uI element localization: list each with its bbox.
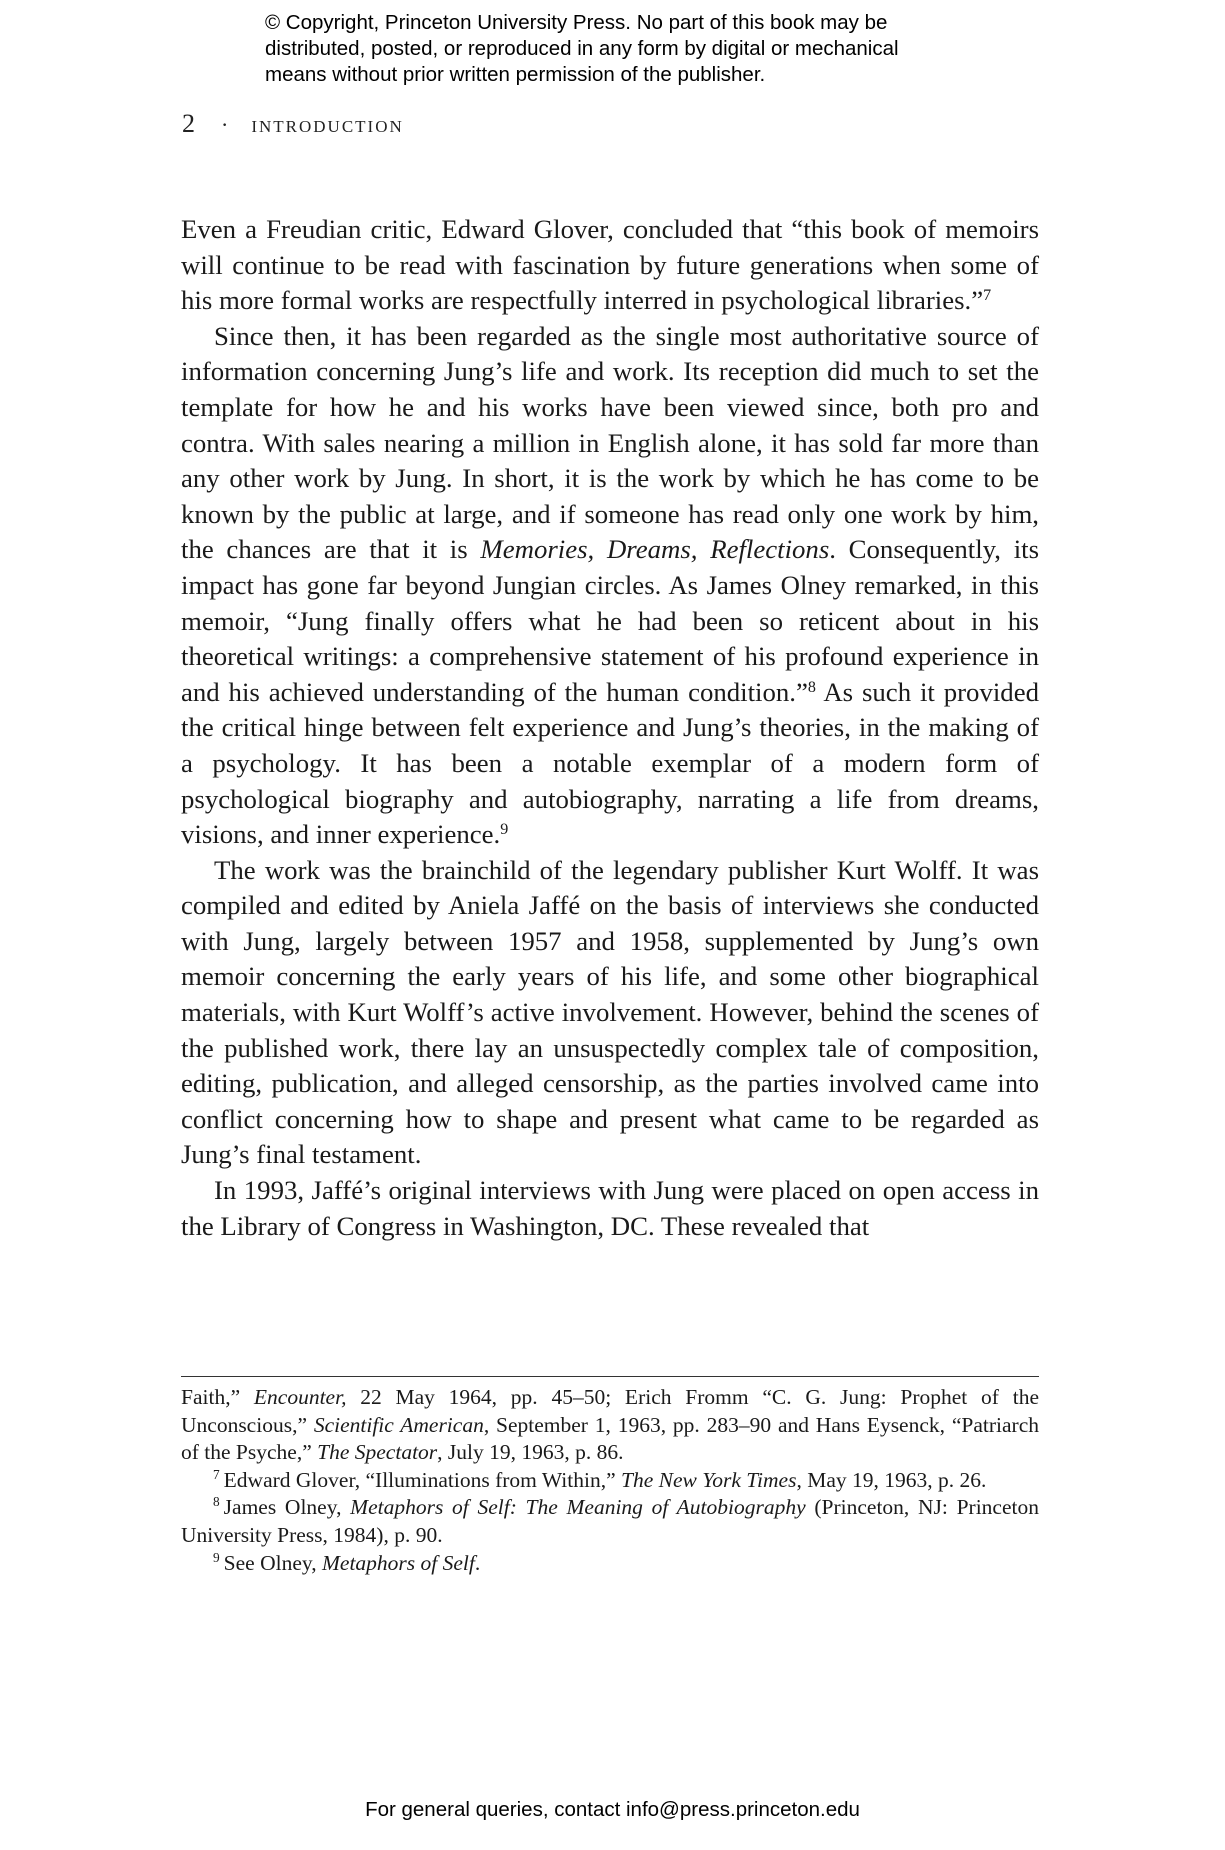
- footnote-7: [181, 1467, 1039, 1495]
- copyright-line: distributed, posted, or reproduced in any form by digital or mechanical: [265, 37, 899, 60]
- text-run: , May 19, 1963, p. 26.: [796, 1467, 987, 1492]
- italic-title: Encounter,: [253, 1385, 347, 1409]
- italic-title: Scientific American: [313, 1412, 484, 1437]
- italic-title: Metaphors of Self: The Meaning of Autobiography: [350, 1495, 806, 1520]
- italic-title: The Spectator: [317, 1440, 438, 1465]
- contact-footer: For general queries, contact info@press.princeton.edu: [365, 1798, 860, 1821]
- copyright-notice: [265, 10, 985, 88]
- footnote-ref: 9: [500, 821, 509, 839]
- body-text: [181, 212, 1039, 1244]
- footnotes: [181, 1384, 1039, 1577]
- footnote-9: [181, 1550, 1039, 1578]
- footnote-8: [181, 1494, 1039, 1549]
- paragraph: [181, 212, 1039, 319]
- text-run: In 1993, Jaffé’s original interviews with Jung were placed on open access in the Library of Congress in Washington, DC. These revealed that: [181, 1175, 1039, 1241]
- text-run: The work was the brainchild of the legendary publisher Kurt Wolff. It was compiled and edited by Aniela Jaffé on the basis of interviews she conducted with Jung, largely between 1957 and 1958, supplemented by Jung’s own memoir concerning the early years of his life, and some other biographical materials, with Kurt Wolff’s active involvement. However, behind the scenes of the published work, there lay an unsuspectedly complex tale of composition, editing, publication, and alleged censorship, as the parties involved came into conflict concerning how to shape and present what came to be regarded as Jung’s final testament.: [181, 854, 1039, 1170]
- footnote-number: 8: [213, 1494, 220, 1510]
- footnote-ref: 8: [807, 678, 816, 696]
- running-head-separator: ·: [221, 112, 230, 137]
- book-title: Memories, Dreams, Reflections: [480, 534, 830, 565]
- text-run: .: [474, 1550, 481, 1575]
- text-run: , September 1, 1963, pp. 283–90 and Hans Eysenck, “Patriarch of the Psyche,”: [181, 1412, 1039, 1465]
- footnote-rule: [181, 1376, 1039, 1377]
- footnote-continued: [181, 1384, 1039, 1467]
- text-run: James Olney,: [223, 1495, 351, 1520]
- text-run: , July 19, 1963, p. 86.: [437, 1440, 624, 1465]
- text-run: 22 May 1964, pp. 45–50; Erich Fromm “C. G. Jung: Prophet of the Unconscious,”: [181, 1385, 1039, 1437]
- footnote-number: 9: [213, 1549, 220, 1565]
- footnote-number: 7: [213, 1466, 220, 1482]
- italic-title: The New York Times: [621, 1467, 797, 1492]
- text-run: Even a Freudian critic, Edward Glover, concluded that “this book of memoirs will continue to be read with fascination by future generations when some of his more formal works are respectfully interred in psychological libraries.”: [181, 214, 1039, 316]
- copyright-line: means without prior written permission of the publisher.: [265, 63, 766, 86]
- text-run: Edward Glover, “Illuminations from Within,”: [223, 1467, 622, 1492]
- running-head-title: introduction: [251, 112, 404, 138]
- paragraph: [181, 853, 1039, 1173]
- text-run: Since then, it has been regarded as the single most authoritative source of information concerning Jung’s life and work. Its reception did much to set the template for how he and his works have been viewed since, both pro and contra. With sales nearing a million in English alone, it has sold far more than any other work by Jung. In short, it is the work by which he has come to be known by the public at large, and if someone has read only one work by him, the chances are that it is: [181, 320, 1039, 565]
- paragraph: [181, 1173, 1039, 1244]
- paragraph: [181, 319, 1039, 853]
- page-number: 2: [182, 109, 195, 138]
- running-head: [182, 109, 404, 139]
- text-run: As such it provided the critical hinge between felt experience and Jung’s theories, in the making of a psychology. It has been a notable exemplar of a modern form of psychological biography and autobiography, narrating a life from dreams, visions, and inner experience.: [181, 676, 1039, 850]
- text-run: See Olney,: [223, 1550, 322, 1575]
- copyright-line: © Copyright, Princeton University Press. No part of this book may be: [265, 11, 888, 34]
- text-run: Faith,”: [181, 1385, 254, 1409]
- text-run: . Consequently, its impact has gone far beyond Jungian circles. As James Olney remarked, in this memoir, “Jung finally offers what he had been so reticent about in his theoretical writings: a comprehensive statement of his profound experience in and his achieved understanding of the human condition.”: [181, 534, 1040, 707]
- italic-title: Metaphors of Self: [322, 1550, 475, 1575]
- text-run: (Princeton, NJ: Princeton University Press, 1984), p. 90.: [181, 1495, 1039, 1547]
- footnote-ref: 7: [983, 287, 992, 305]
